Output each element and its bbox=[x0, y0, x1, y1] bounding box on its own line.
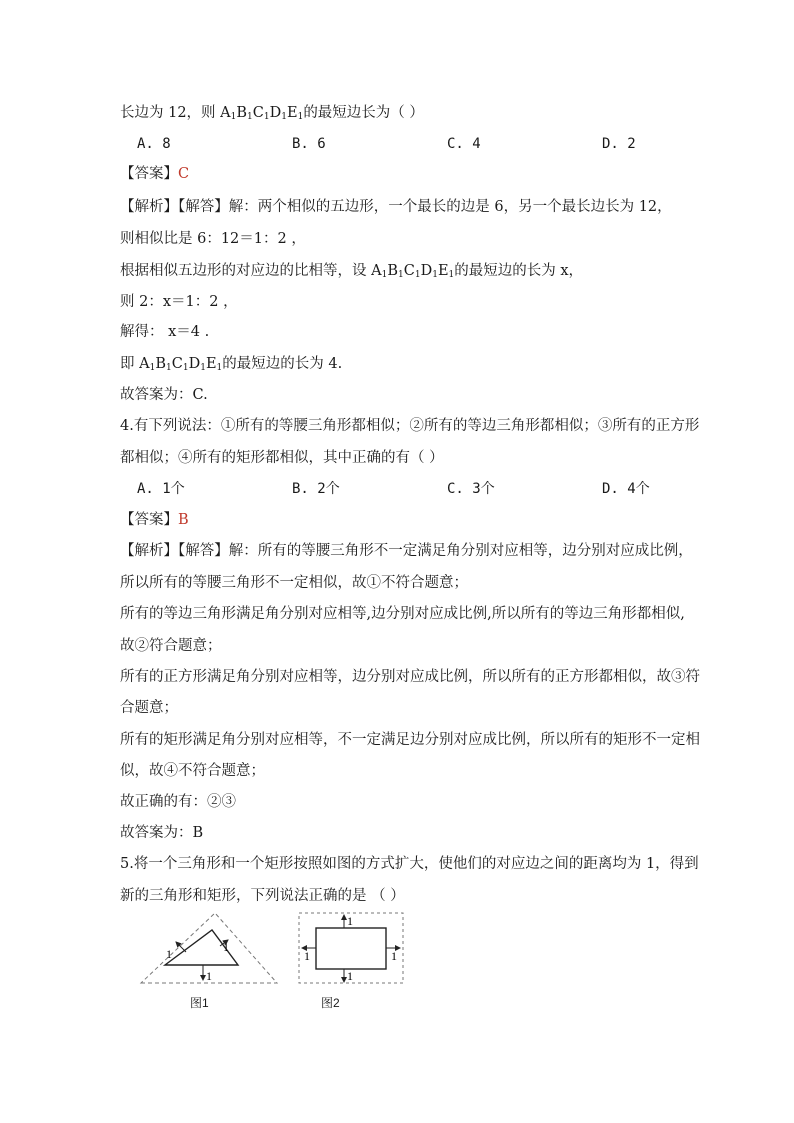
q4-analysis-6: 合题意； bbox=[120, 700, 178, 716]
q5-stem-2: 新的三角形和矩形，下列说法正确的是 （ ） bbox=[120, 888, 405, 904]
q4-option-a: A. 1个 bbox=[137, 481, 185, 497]
q4-answer: 【答案】B bbox=[120, 512, 189, 528]
dim-label-right-rect: 1 bbox=[391, 949, 397, 963]
q3-option-a: A. 8 bbox=[137, 136, 171, 152]
q4-analysis-1: 【解析】【解答】解：所有的等腰三角形不一定满足角分别对应相等，边分别对应成比例， bbox=[120, 543, 693, 559]
q4-analysis-3: 所有的等边三角形满足角分别对应相等,边分别对应成比例,所以所有的等边三角形都相似, bbox=[120, 606, 685, 622]
q3-line-6: 即 $A_1B_1C_1D_1E_1$的最短边的长为 4. bbox=[120, 356, 343, 373]
figure-1-caption: 图1 bbox=[190, 996, 209, 1010]
q4-option-c: C. 3个 bbox=[447, 481, 495, 497]
dim-label-top: 1 bbox=[347, 914, 353, 928]
q3-line-7: 故答案为：C. bbox=[120, 387, 208, 403]
q5-stem-1: 5.将一个三角形和一个矩形按照如图的方式扩大，使他们的对应边之间的距离均为 1，得到 bbox=[120, 856, 699, 872]
q4-analysis-2: 所以所有的等腰三角形不一定相似，故①不符合题意； bbox=[120, 575, 468, 591]
q3-option-d: D. 2 bbox=[602, 136, 636, 152]
q3-option-c: C. 4 bbox=[447, 136, 481, 152]
q4-option-b: B. 2个 bbox=[292, 481, 340, 497]
inner-rectangle bbox=[316, 928, 386, 969]
q4-analysis-8: 似，故④不符合题意； bbox=[120, 763, 265, 779]
dim-label-left: 1 bbox=[166, 947, 172, 961]
q4-analysis-10: 故答案为：B bbox=[120, 825, 204, 841]
q3-analysis: 【解析】【解答】解：两个相似的五边形，一个最长的边是 6，另一个最长边长为 12， bbox=[120, 199, 672, 215]
q4-stem-2: 都相似；④所有的矩形都相似，其中正确的有（ ） bbox=[120, 450, 444, 466]
q4-analysis-9: 故正确的有：②③ bbox=[120, 794, 236, 810]
dim-label-bottom: 1 bbox=[206, 969, 212, 983]
q4-stem-1: 4.有下列说法：①所有的等腰三角形都相似；②所有的等边三角形都相似；③所有的正方形 bbox=[120, 418, 700, 434]
q3-line-2: 则相似比是 6：12＝1：2 ， bbox=[120, 231, 306, 247]
q3-line-4: 则 2：x＝1：2 ， bbox=[120, 294, 238, 310]
q3-line-3: 根据相似五边形的对应边的比相等，设 $A_1B_1C_1D_1E_1$的最短边的长为 x， bbox=[120, 263, 584, 280]
dim-label-right: 1 bbox=[223, 940, 229, 954]
dim-label-bottom-rect: 1 bbox=[347, 969, 353, 983]
q3-line-5: 解得： x＝4 . bbox=[120, 324, 210, 340]
q3-stem: 长边为 12，则 $A_1B_1C_1D_1E_1$的最短边长为（ ） bbox=[120, 105, 424, 122]
q4-analysis-5: 所有的正方形满足角分别对应相等，边分别对应成比例，所以所有的正方形都相似，故③符 bbox=[120, 669, 700, 685]
q3-answer: 【答案】C bbox=[120, 166, 190, 182]
q4-analysis-4: 故②符合题意； bbox=[120, 638, 222, 654]
dim-label-left-rect: 1 bbox=[304, 949, 310, 963]
q4-option-d: D. 4个 bbox=[602, 481, 650, 497]
q3-option-b: B. 6 bbox=[292, 136, 326, 152]
figure-2-caption: 图2 bbox=[321, 996, 340, 1010]
arrow-left-side bbox=[176, 942, 186, 952]
q4-analysis-7: 所有的矩形满足角分别对应相等，不一定满足边分别对应成比例，所以所有的矩形不一定相 bbox=[120, 732, 700, 748]
